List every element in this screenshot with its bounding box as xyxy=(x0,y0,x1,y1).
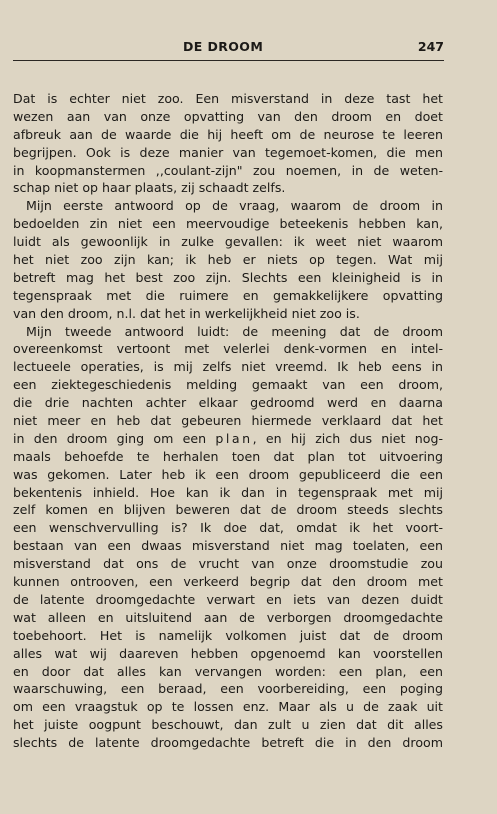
body-text xyxy=(13,90,443,752)
text-line: afbreuk aan de waarde die hij heeft om de neurose te leeren xyxy=(13,126,443,142)
text-line: van den droom, n.l. dat het in werkelijkheid niet zoo is. xyxy=(13,305,360,321)
text-line: bedoelden zin niet een meervoudige beteekenis hebben kan, xyxy=(13,216,443,232)
text-line: begrijpen. Ook is deze manier van tegemoet-komen, die men xyxy=(13,144,443,160)
text-line: toebehoort. Het is namelijk volkomen juist dat de droom xyxy=(13,627,443,643)
text-segment: , en hij zich dus niet nog- xyxy=(252,430,443,446)
text-line: het niet zoo zijn kan; ik heb er niets op tegen. Wat mij xyxy=(13,252,443,268)
text-line: wat alleen en uitsluitend aan de verborgen droomgedachte xyxy=(13,609,443,625)
text-line: betreft mag het best zoo zijn. Slechts een kleinigheid is in xyxy=(13,269,443,285)
text-line: slechts de latente droomgedachte betreft die in den droom xyxy=(13,735,443,751)
text-line: een ziektegeschiedenis melding gemaakt van een droom, xyxy=(13,377,443,393)
spaced-emphasis: plan xyxy=(215,430,253,446)
text-line: die drie nachten achter elkaar gedroomd werd en daarna xyxy=(13,395,443,411)
text-line: bestaan van een dwaas misverstand niet mag toelaten, een xyxy=(13,538,443,554)
text-line: luidt als gewoonlijk in zulke gevallen: ik weet niet waarom xyxy=(13,234,443,250)
text-line: en door dat alles kan vervangen worden: een plan, een xyxy=(13,663,443,679)
running-head: DE DROOM xyxy=(183,39,264,54)
text-line: de latente droomgedachte verwart en iets van dezen duidt xyxy=(13,591,443,607)
text-line: misverstand dat ons de vrucht van onze droomstudie zou xyxy=(13,556,443,572)
text-line: overeenkomst vertoont met velerlei denk-vormen en intel- xyxy=(13,341,443,357)
text-line: maals behoefde te herhalen toen dat plan tot uitvoering xyxy=(13,448,443,464)
text-line: Dat is echter niet zoo. Een misverstand in deze tast het xyxy=(13,91,443,106)
text-line: wezen aan van onze opvatting van den droom en doet xyxy=(13,108,443,124)
text-line: lectueele operaties, is mij zelfs niet vreemd. Ik heb eens in xyxy=(13,359,443,375)
text-line: tegenspraak met die ruimere en gemakkelijkere opvatting xyxy=(13,287,443,303)
text-line: zelf komen en blijven beweren dat de droom steeds slechts xyxy=(13,502,443,518)
text-line: niet meer en heb dat gebeuren hiermede verklaard dat het xyxy=(13,413,443,429)
text-line: bekentenis inhield. Hoe kan ik dan in tegenspraak met mij xyxy=(13,484,443,500)
text-line: in koopmanstermen ,,coulant-zijn" zou noemen, in de weten- xyxy=(13,162,443,178)
text-line: een wenschvervulling is? Ik doe dat, omdat ik het voort- xyxy=(13,520,443,536)
text-line: Mijn eerste antwoord op de vraag, waarom de droom in xyxy=(26,198,443,214)
text-segment: in den droom ging om een xyxy=(13,430,207,446)
text-line: alles wat wij daareven hebben opgenoemd kan voorstellen xyxy=(13,645,443,661)
page-header xyxy=(13,38,444,61)
text-line: het juiste oogpunt beschouwt, dan zult u zien dat dit alles xyxy=(13,717,443,733)
page-number: 247 xyxy=(417,39,444,54)
text-line: om een vraagstuk op te lossen enz. Maar als u de zaak uit xyxy=(13,699,443,715)
text-line: waarschuwing, een beraad, een voorbereiding, een poging xyxy=(13,681,443,697)
text-line: kunnen ontrooven, een verkeerd begrip dat den droom met xyxy=(13,574,443,590)
text-line: was gekomen. Later heb ik een droom gepubliceerd die een xyxy=(13,466,443,482)
text-line xyxy=(13,430,443,448)
text-line: Mijn tweede antwoord luidt: de meening dat de droom xyxy=(26,323,443,339)
text-line: schap niet op haar plaats, zij schaadt zelfs. xyxy=(13,180,286,196)
